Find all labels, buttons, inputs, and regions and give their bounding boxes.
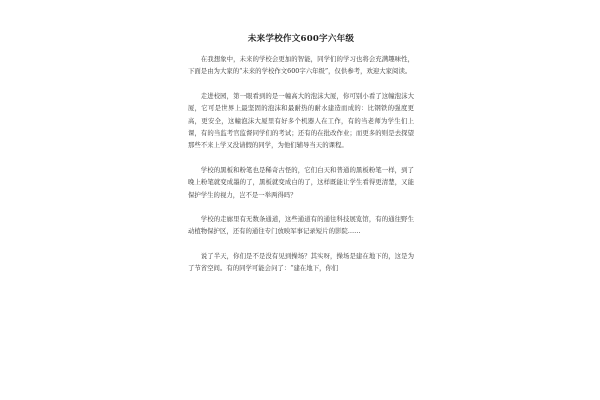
paragraph-campus: 走进校园，第一眼看到的是一幢高大的泡沫大厦，你可别小看了这幢泡沫大厦，它可是世界上最坚固的泡沫和最耐热的耐水建造而成的：比钢铁的强度更高，更安全，这幢泡沫大厦里有好多个机器人在工作，有的当老师为学生们上课，有的当监考官监督同学们的考试；还有的在批改作业；而更多的则是去探望那些不来上学又没请假的同学，为他们辅导当天的课程。 [188,91,414,150]
paragraph-corridor: 学校的走廊里有无数条通道，这些通道有的通往科技展览馆，有的通往野生动植物保护区，还有的通往专门放映军事记录短片的影院…… [188,215,414,236]
paragraph-spacer [188,152,414,164]
page-title: 未来学校作文600字六年级 [247,34,355,44]
paragraph-intro: 在我想象中，未来的学校会更加的智能，同学们的学习也将会充满趣味性，下面是由为大家的“未来的学校作文600字六年级”，仅供参考，欢迎大家阅读。 [188,55,414,76]
article [188,34,414,275]
paragraph-spacer [188,78,414,90]
paragraph-spacer [188,201,414,213]
paragraph-blackboard: 学校的黑板和粉笔也是稀奇古怪的，它们白天和普通的黑板粉笔一样，到了晚上粉笔就变成墨的了，黑板就变成白的了，这样既能让学生看得更清楚，又能保护学生的视力，岂不是一举两得吗？ [188,165,414,199]
paragraph-spacer [188,238,414,250]
paragraph-playground: 说了半天，你们是不是没有见到操场？其实呀，操场是建在地下的，这是为了节省空间。有的同学可能会问了：“建在地下，你们 [188,251,414,273]
